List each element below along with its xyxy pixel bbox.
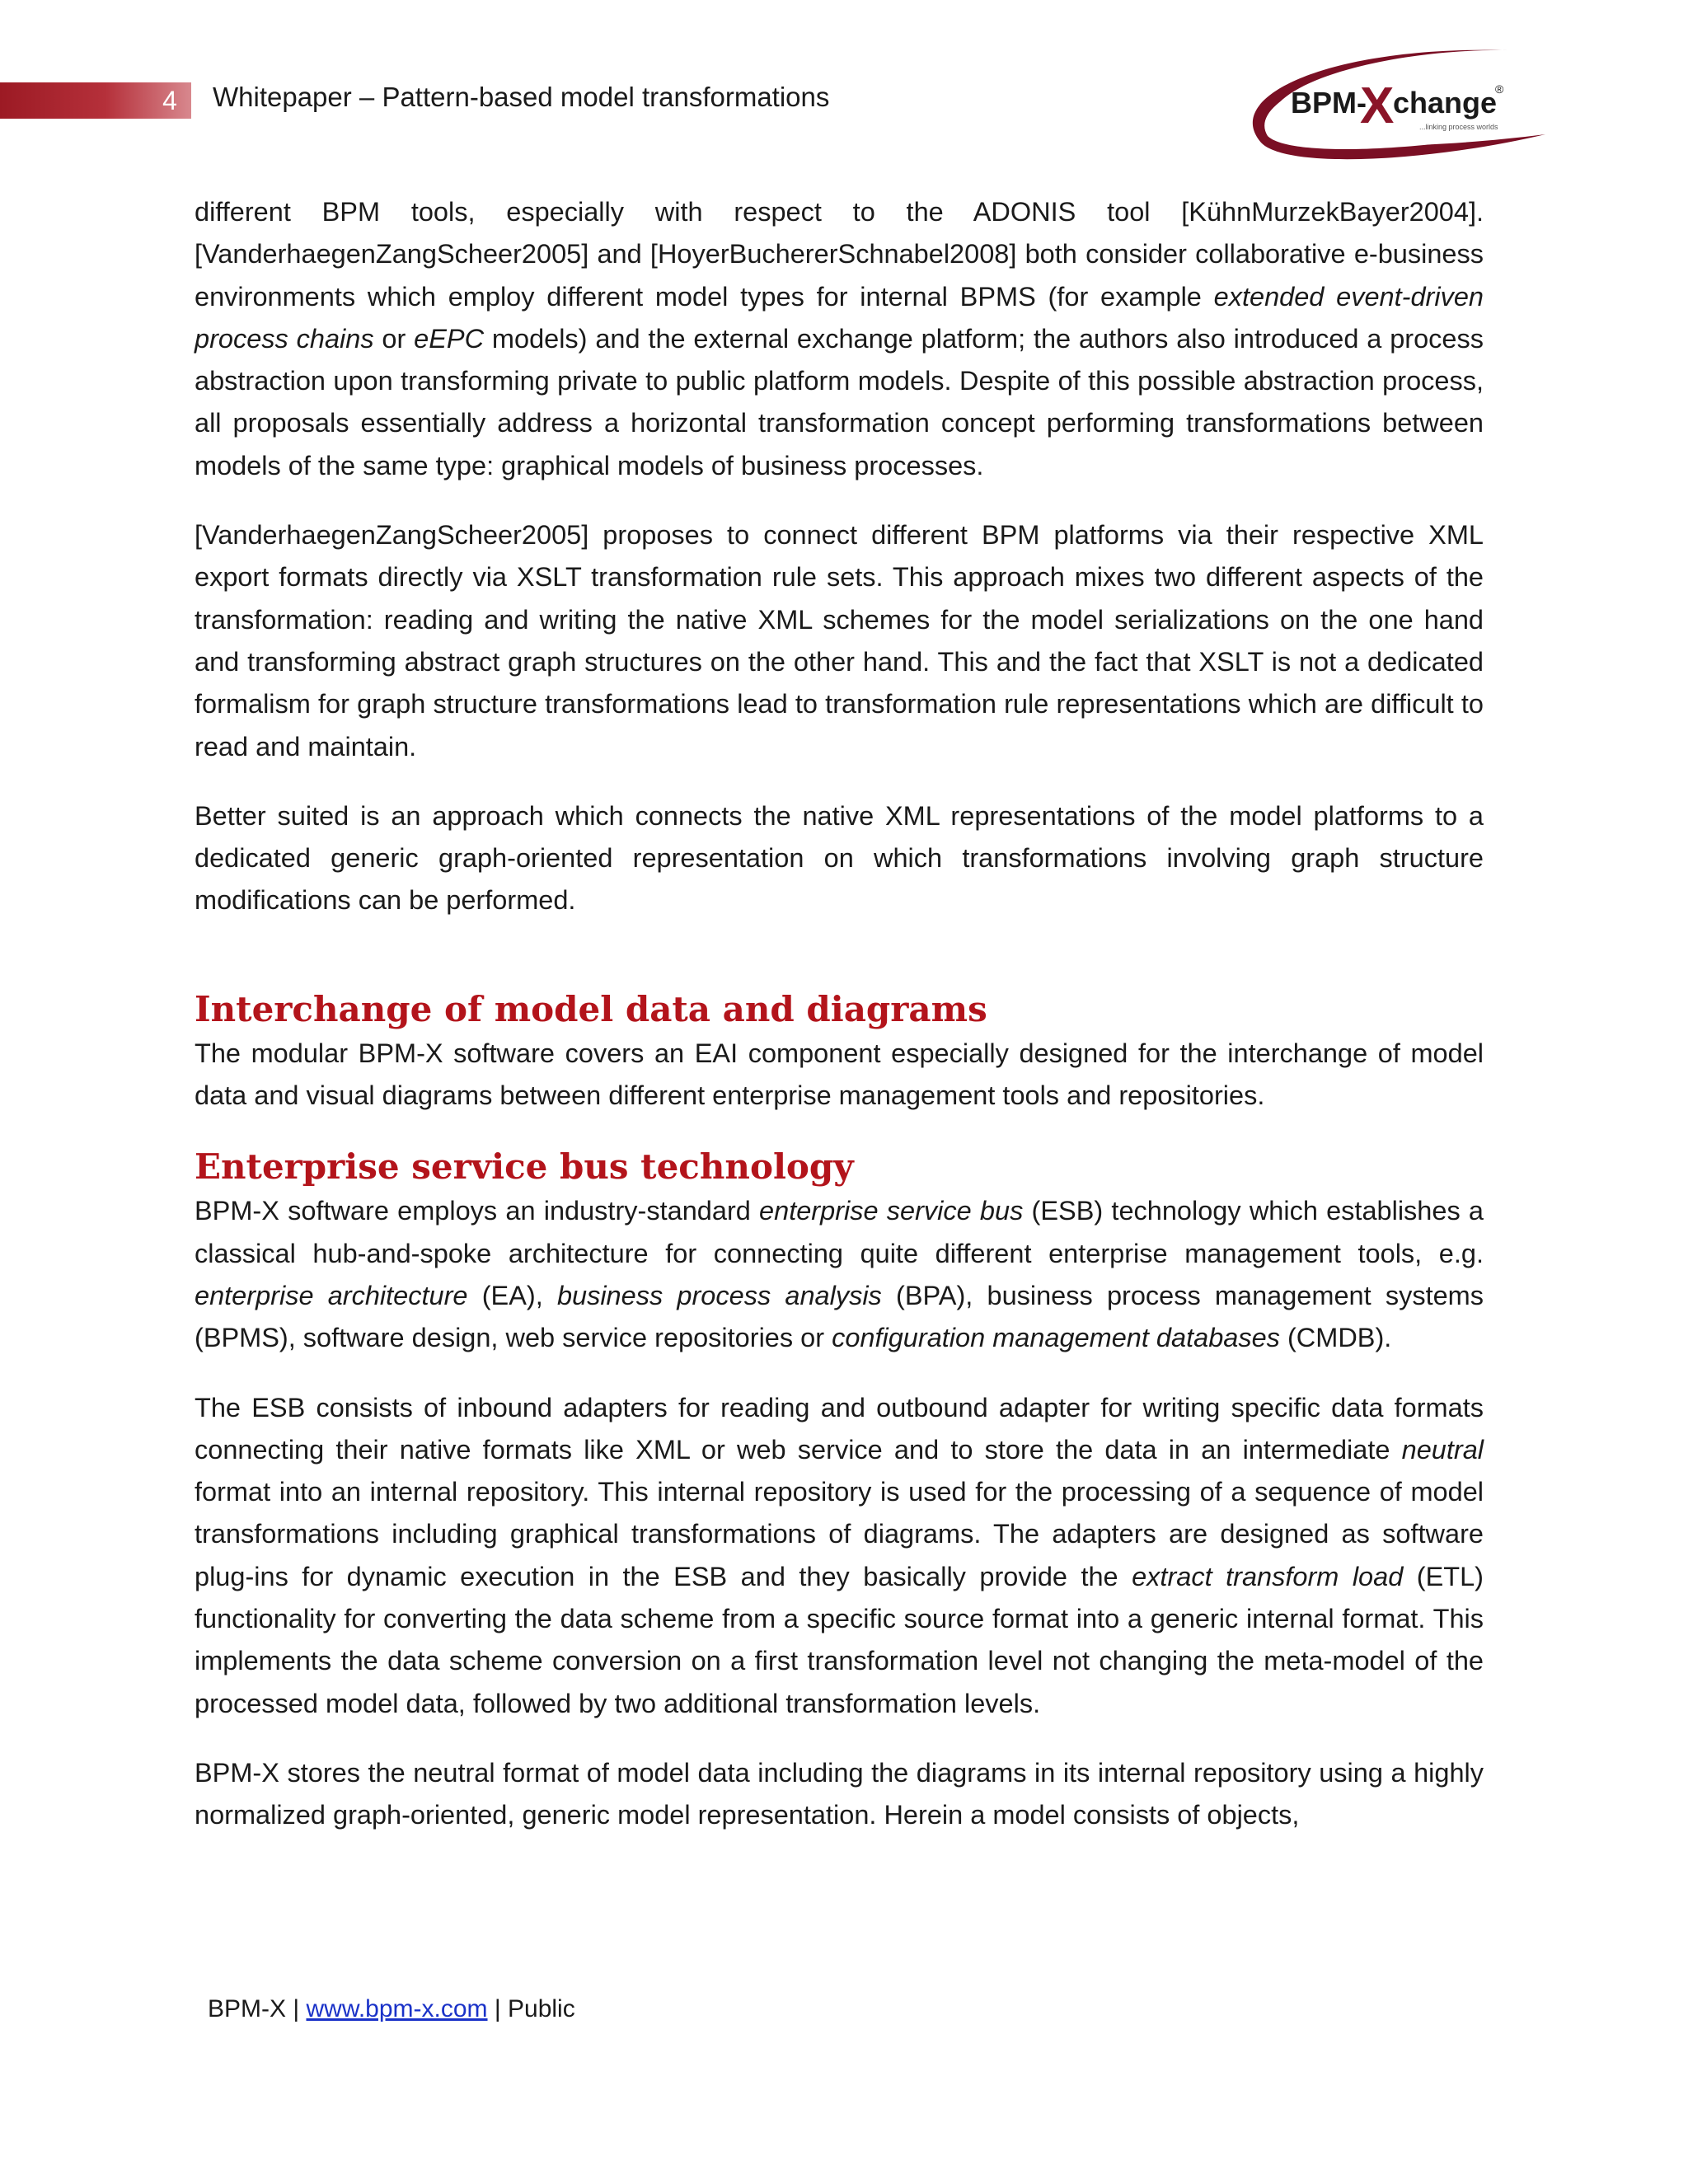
page-content xyxy=(195,191,1484,1864)
paragraph-1: different BPM tools, especially with respect to the ADONIS tool [KühnMurzekBayer2004]. [VanderhaegenZangScheer2005] and [HoyerBuchererSchnabel2008] both consider collaborative e-business environments which employ different model types for internal BPMS (for example extended event-driven process chains or eEPC models) and the external exchange platform; the authors also introduced a process abstraction upon transforming private to public platform models. Despite of this possible abstraction process, all proposals essentially address a horizontal transformation concept performing transformations between models of the same type: graphical models of business processes. xyxy=(195,197,1484,480)
footer-suffix: | Public xyxy=(487,1995,575,2022)
logo-text-bpm: BPM- xyxy=(1291,86,1367,120)
logo-text-x: X xyxy=(1360,77,1395,134)
logo-text-change: change xyxy=(1393,86,1498,120)
paragraph-7: BPM-X stores the neutral format of model data including the diagrams in its internal repository using a highly normalized graph-oriented, generic model representation. Herein a model consists of objects, xyxy=(195,1757,1484,1830)
paragraph-5: BPM-X software employs an industry-standard enterprise service bus (ESB) technology which establishes a classical hub-and-spoke architecture for connecting quite different enterprise management tools, e.g. enterprise architecture (EA), business process analysis (BPA), business process management systems (BPMS), software design, web service repositories or configuration management databases (CMDB). xyxy=(195,1196,1484,1353)
heading-interchange: Interchange of model data and diagrams xyxy=(195,988,987,1029)
footer xyxy=(208,1993,575,2026)
heading-esb: Enterprise service bus technology xyxy=(195,1146,854,1188)
logo-registered-mark: ® xyxy=(1495,82,1504,96)
bpm-xchange-logo xyxy=(1236,45,1550,165)
logo-tagline: ...linking process worlds xyxy=(1419,123,1498,131)
logo-graphic xyxy=(1236,45,1550,165)
paragraph-6: The ESB consists of inbound adapters for reading and outbound adapter for writing specific data formats connecting their native formats like XML or web service and to store the data in an intermediate neutral format into an internal repository. This internal repository is used for the processing of a sequence of model transformations including graphical transformations of diagrams. The adapters are designed as software plug-ins for dynamic execution in the ESB and they basically provide the extract transform load (ETL) functionality for converting the data scheme from a specific source format into a generic internal format. This implements the data scheme conversion on a first transformation level not changing the meta-model of the processed model data, followed by two additional transformation levels. xyxy=(195,1392,1484,1718)
page-number: 4 xyxy=(162,86,177,115)
header-title: Whitepaper – Pattern-based model transformations xyxy=(213,82,830,112)
footer-prefix: BPM-X | xyxy=(208,1995,307,2022)
paragraph-2: [VanderhaegenZangScheer2005] proposes to connect different BPM platforms via their respective XML export formats directly via XSLT transformation rule sets. This approach mixes two different aspects of the transformation: reading and writing the native XML schemes for the model serializations on the one hand and transforming abstract graph structures on the other hand. This and the fact that XSLT is not a dedicated formalism for graph structure transformations lead to transformation rule representations which are difficult to read and maintain. xyxy=(195,520,1484,762)
paragraph-4: The modular BPM-X software covers an EAI component especially designed for the interchange of model data and visual diagrams between different enterprise management tools and repositories. xyxy=(195,1038,1484,1111)
paragraph-3: Better suited is an approach which connects the native XML representations of the model platforms to a dedicated generic graph-oriented representation on which transformations involving graph structure modifications can be performed. xyxy=(195,800,1484,916)
footer-website-link[interactable]: www.bpm-x.com xyxy=(306,1995,488,2022)
